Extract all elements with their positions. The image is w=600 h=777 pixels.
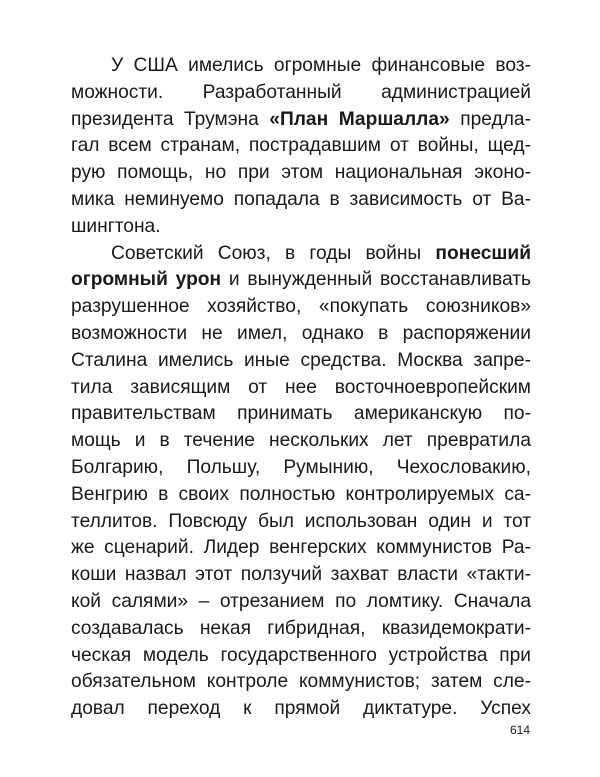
text-line: разрушенное хозяйство, «покупать союзников» [71,296,531,318]
text-line: мощь и в течение нескольких лет превратила [71,430,531,452]
text-line: можности. Разработанный администрацией [71,81,531,103]
text-line [71,267,531,294]
body-text [71,53,531,723]
text-line: рую помощь, но при этом национальная эконо- [71,162,531,184]
text-run: и вынужденный восстанавливать [221,269,531,291]
text-line: довал переход к прямой диктатуре. Успех [71,698,531,720]
bold-term-losses: понесший [435,242,531,264]
text-line: ческая модель государственного устройства при [71,644,531,666]
bold-term-losses-cont: огромный урон [71,269,222,291]
page-number: 614 [509,723,530,737]
text-line: мика неминуемо попадала в зависимость от Ва- [71,188,531,210]
text-line [71,107,531,134]
text-line: гал всем странам, пострадавшим от войны, щед- [71,135,531,157]
text-line: тила зависящим от нее восточноевропейским [71,376,531,398]
paragraph-2 [71,241,531,723]
text-line: же сценарий. Лидер венгерских коммунистов Ра- [71,537,531,559]
text-line: правительствам принимать американскую по- [71,403,531,425]
text-line: Сталина имелись иные средства. Москва запре- [71,349,531,371]
bold-term-marshall-plan: «План Маршалла» [269,108,450,130]
text-line: возможности не имел, однако в распоряжении [71,322,531,344]
text-line [71,241,531,268]
text-line: Венгрию в своих полностью контролируемых са- [71,483,531,505]
text-line: обязательном контроле коммунистов; затем сле- [71,671,531,693]
text-line: теллитов. Повсюду был использован один и тот [71,510,531,532]
paragraph-1 [71,53,531,241]
text-run: предла- [449,108,531,130]
text-line: шингтона. [71,215,161,237]
text-run: президента Трумэна [71,108,270,130]
text-line: коши назвал этот ползучий захват власти «такти- [71,564,531,586]
text-run: Советский Союз, в годы войны [111,242,436,264]
text-line: создавалась некая гибридная, квазидемократи- [71,617,531,639]
text-line: кой салями» – отрезанием по ломтику. Сначала [71,590,531,612]
text-line: Болгарию, Польшу, Румынию, Чехословакию, [71,456,531,478]
text-line: У США имелись огромные финансовые воз- [111,55,531,76]
